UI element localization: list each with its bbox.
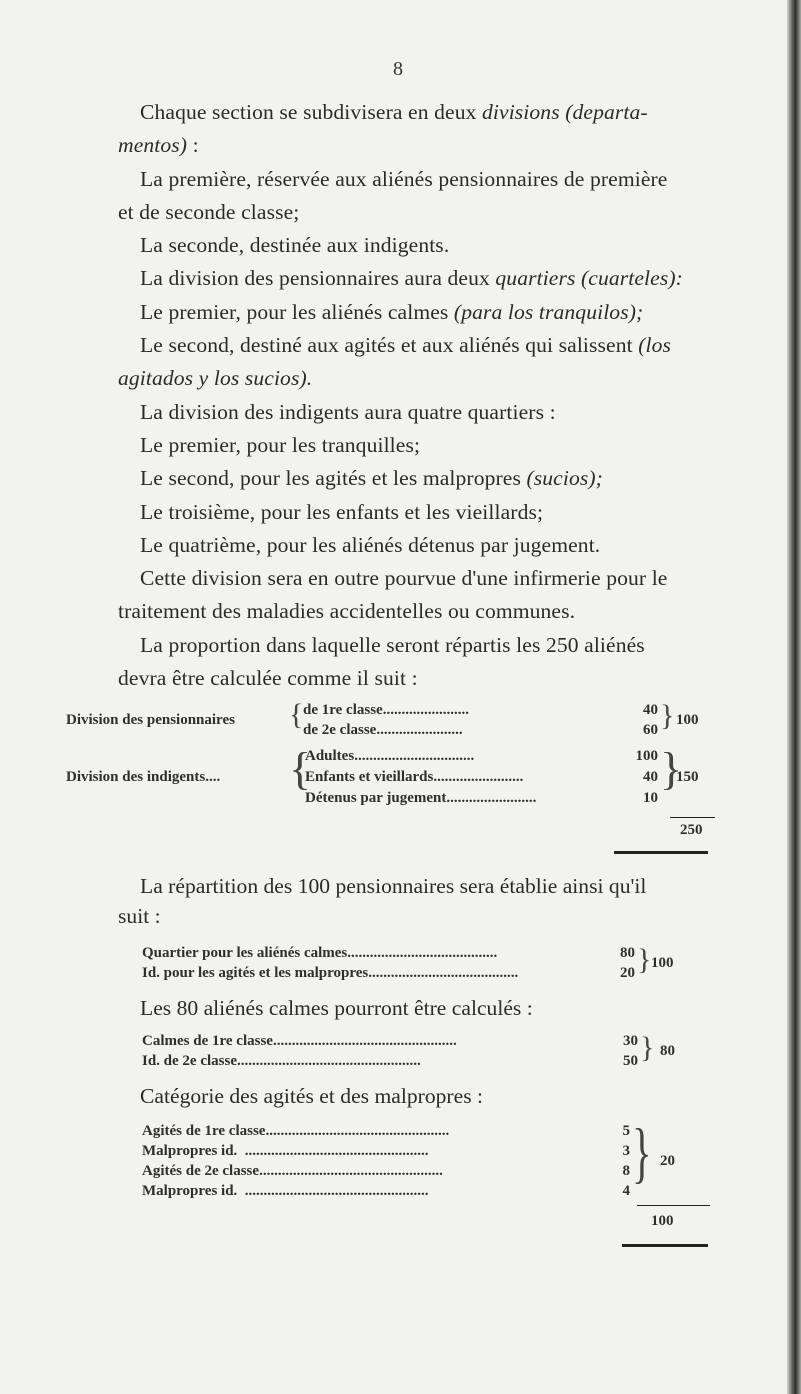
table-row-class1: de 1re classe....................... bbox=[303, 702, 469, 718]
paragraph-cont bbox=[118, 662, 768, 695]
table-row-class2: de 2e classe....................... bbox=[303, 722, 463, 738]
paragraph-indigents bbox=[118, 396, 768, 429]
brace-icon: { bbox=[289, 698, 304, 731]
row-label: Agités de 1re classe bbox=[142, 1123, 266, 1139]
row-label: de 1re classe bbox=[303, 702, 383, 718]
paragraph-first-division bbox=[118, 163, 768, 196]
subtotal-100: 100 bbox=[651, 955, 674, 971]
subtotal-indigents: 150 bbox=[676, 769, 699, 785]
row-label: de 2e classe bbox=[303, 722, 377, 738]
table-row-agites: Id. pour les agités et les malpropres........................................ bbox=[142, 965, 519, 981]
subtotal-20: 20 bbox=[660, 1153, 675, 1169]
value-agites-1: 5 bbox=[622, 1123, 630, 1139]
text-run: devra être calculée comme il suit : bbox=[118, 666, 418, 691]
brace-icon: } bbox=[660, 743, 683, 794]
value-detenus: 10 bbox=[643, 790, 658, 806]
table-row-agites-2: Agités de 2e classe................................................. bbox=[142, 1163, 443, 1179]
table-row-calmes: Quartier pour les aliénés calmes........................................ bbox=[142, 945, 498, 961]
value-agites: 20 bbox=[620, 965, 635, 981]
text-run: Le second, pour les agités et les malpropres bbox=[140, 466, 527, 491]
row-label: Calmes de 1re classe bbox=[142, 1033, 273, 1049]
table-row-adultes: Adultes................................ bbox=[305, 748, 475, 764]
table-row-calmes-1: Calmes de 1re classe................................................. bbox=[142, 1033, 457, 1049]
paragraph-cont bbox=[118, 362, 768, 395]
table-label-division-indigents: Division des indigents.... bbox=[66, 769, 221, 785]
paragraph-indigent-third bbox=[118, 496, 768, 529]
row-label: Id. de 2e classe bbox=[142, 1053, 237, 1069]
row-label: Enfants et vieillards bbox=[305, 769, 434, 785]
text-line: La répartition des 100 pensionnaires sera établie ainsi qu'il bbox=[140, 874, 647, 898]
paragraph-cont bbox=[118, 595, 768, 628]
text-run: Chaque section se subdivisera en deux bbox=[140, 100, 483, 124]
table-row-detenus: Détenus par jugement........................ bbox=[305, 790, 537, 806]
paragraph-second-quarter bbox=[118, 329, 768, 362]
paragraph-agites: Catégorie des agités et des malpropres : bbox=[140, 1084, 483, 1108]
paragraph-second-division bbox=[118, 229, 768, 262]
table-label-division-pensionnaires: Division des pensionnaires bbox=[66, 712, 235, 728]
table-row-malpropres-2: Malpropres id. ................................................. bbox=[142, 1183, 429, 1199]
value-malpropres-2: 4 bbox=[622, 1183, 630, 1199]
text-run: traitement des maladies accidentelles ou communes. bbox=[118, 599, 576, 624]
table-row-enfants: Enfants et vieillards........................ bbox=[305, 769, 524, 785]
paragraph-infirmary bbox=[118, 562, 768, 595]
paragraph-repartition bbox=[118, 871, 768, 931]
value-calmes: 80 bbox=[620, 945, 635, 961]
body-text bbox=[118, 96, 768, 695]
paragraph-proportion bbox=[118, 629, 768, 662]
total-100: 100 bbox=[651, 1213, 674, 1229]
text-run: Le premier, pour les tranquilles; bbox=[140, 432, 421, 457]
italic-term: (los bbox=[638, 333, 672, 358]
row-label: Id. pour les agités et les malpropres bbox=[142, 965, 369, 981]
value-calmes-2: 50 bbox=[623, 1053, 638, 1069]
text-run: La proportion dans laquelle seront répartis les 250 aliénés bbox=[140, 632, 645, 657]
row-label: Détenus par jugement bbox=[305, 790, 447, 806]
paragraph-sections bbox=[118, 96, 768, 129]
text-run: La seconde, destinée aux indigents. bbox=[140, 233, 450, 258]
paragraph-calmes: Les 80 aliénés calmes pourront être calculés : bbox=[140, 996, 533, 1020]
paragraph-indigent-second bbox=[118, 462, 768, 495]
text-line: suit : bbox=[118, 904, 161, 928]
sum-rule bbox=[670, 817, 715, 818]
brace-icon: } bbox=[660, 699, 675, 732]
total-250: 250 bbox=[680, 822, 703, 838]
value-adultes: 100 bbox=[635, 748, 658, 764]
row-label: Quartier pour les aliénés calmes bbox=[142, 945, 348, 961]
text-run: : bbox=[187, 133, 199, 158]
page-edge bbox=[787, 0, 801, 1394]
paragraph-cont bbox=[118, 129, 768, 162]
row-label: Agités de 2e classe bbox=[142, 1163, 260, 1179]
value-agites-2: 8 bbox=[622, 1163, 630, 1179]
section-rule bbox=[622, 1244, 708, 1247]
row-label: Adultes bbox=[305, 748, 355, 764]
page-number: 8 bbox=[393, 58, 403, 80]
sum-rule bbox=[637, 1205, 710, 1206]
text-run: Le premier, pour les aliénés calmes bbox=[140, 299, 454, 324]
paragraph-indigent-first bbox=[118, 429, 768, 462]
value-class2: 60 bbox=[643, 722, 658, 738]
italic-term: agitados y los sucios). bbox=[118, 366, 313, 391]
value-enfants: 40 bbox=[643, 769, 658, 785]
brace-icon: } bbox=[632, 1114, 652, 1190]
text-run: Le quatrième, pour les aliénés détenus par jugement. bbox=[140, 532, 601, 557]
italic-term: quartiers (cuarteles): bbox=[495, 266, 683, 291]
table-row-agites-1: Agités de 1re classe................................................. bbox=[142, 1123, 450, 1139]
row-label: Malpropres id. bbox=[142, 1183, 238, 1199]
text-run: et de seconde classe; bbox=[118, 199, 300, 224]
italic-term: (sucios); bbox=[526, 466, 603, 491]
paragraph-quarters bbox=[118, 262, 768, 295]
table-row-calmes-2: Id. de 2e classe................................................. bbox=[142, 1053, 421, 1069]
row-label: Malpropres id. bbox=[142, 1143, 238, 1159]
text-run: Le troisième, pour les enfants et les vieillards; bbox=[140, 499, 544, 524]
italic-term: (para los tranquilos); bbox=[453, 299, 644, 324]
brace-icon: } bbox=[637, 943, 652, 976]
value-class1: 40 bbox=[643, 702, 658, 718]
text-run: La première, réservée aux aliénés pensionnaires de première bbox=[140, 166, 668, 191]
text-run: Cette division sera en outre pourvue d'une infirmerie pour le bbox=[140, 566, 668, 591]
subtotal-80: 80 bbox=[660, 1043, 675, 1059]
paragraph-indigent-fourth bbox=[118, 529, 768, 562]
value-malpropres-1: 3 bbox=[622, 1143, 630, 1159]
italic-term: divisions (departa- bbox=[482, 100, 648, 124]
paragraph-cont bbox=[118, 196, 768, 229]
text-run: La division des indigents aura quatre quartiers : bbox=[140, 399, 556, 424]
section-rule bbox=[614, 851, 708, 854]
subtotal-pensionnaires: 100 bbox=[676, 712, 699, 728]
text-run: La division des pensionnaires aura deux bbox=[140, 266, 496, 291]
paragraph-first-quarter bbox=[118, 296, 768, 329]
table-row-malpropres-1: Malpropres id. ................................................. bbox=[142, 1143, 429, 1159]
italic-term: mentos) bbox=[118, 133, 188, 158]
brace-icon: { bbox=[289, 743, 312, 794]
text-run: Le second, destiné aux agités et aux aliénés qui salissent bbox=[140, 333, 639, 358]
brace-icon: } bbox=[640, 1031, 655, 1064]
value-calmes-1: 30 bbox=[623, 1033, 638, 1049]
